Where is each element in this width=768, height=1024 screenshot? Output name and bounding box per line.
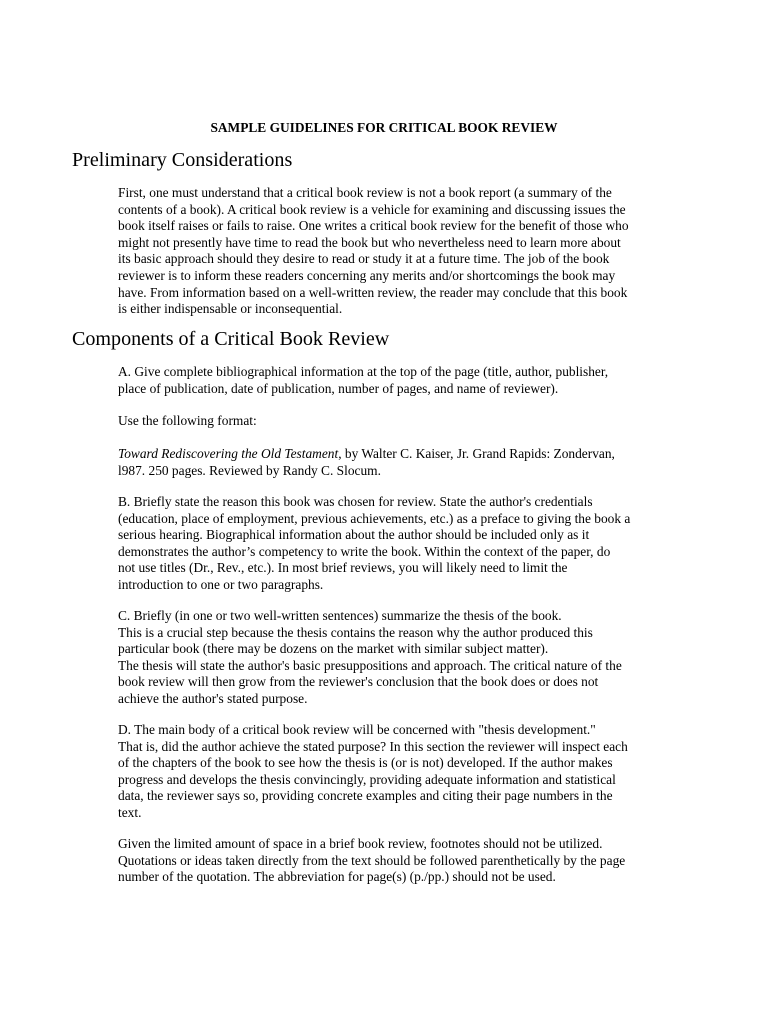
document-title: SAMPLE GUIDELINES FOR CRITICAL BOOK REVIEW [210, 120, 558, 135]
paragraph-line: B. Briefly state the reason this book was chosen for review. State the author's credentials [118, 494, 593, 509]
paragraph-b [118, 494, 702, 594]
paragraph-line: might not presently have time to read the book but who nevertheless need to learn more about [118, 234, 621, 250]
paragraph-line: place of publication, date of publication, number of pages, and name of reviewer). [118, 380, 559, 396]
paragraph-line: serious hearing. Biographical information about the author should be included only as it [118, 527, 590, 543]
paragraph-line: (education, place of employment, previous achievements, etc.) as a preface to giving the book a [118, 510, 631, 526]
paragraph-line: of the chapters of the book to see how the thesis is (or is not) developed. If the author makes [118, 755, 613, 771]
paragraph-line: have. From information based on a well-written review, the reader may conclude that this book [118, 284, 628, 300]
example-citation-rest: , by Walter C. Kaiser, Jr. Grand Rapids: Zondervan, [338, 446, 615, 461]
paragraph-line: text. [118, 804, 142, 820]
paragraph-line: l987. 250 pages. Reviewed by Randy C. Slocum. [118, 462, 381, 478]
paragraph-line: reviewer is to inform these readers concerning any merits and/or shortcomings the book may [118, 267, 616, 283]
heading-components: Components of a Critical Book Review [72, 328, 390, 350]
heading-preliminary-considerations: Preliminary Considerations [72, 149, 293, 171]
paragraph-line: book itself raises or fails to raise. One writes a critical book review for the benefit of those who [118, 218, 629, 234]
paragraph-e [118, 836, 702, 886]
paragraph-line: First, one must understand that a critical book review is not a book report (a summary of the [118, 185, 612, 200]
paragraph-line: is either indispensable or inconsequential. [118, 301, 343, 317]
paragraph-line: its basic approach should they desire to read or study it at a future time. The job of the book [118, 251, 610, 267]
paragraph-line: progress and develops the thesis convincingly, providing adequate information and statistical [118, 771, 616, 787]
paragraph-line: C. Briefly (in one or two well-written sentences) summarize the thesis of the book. [118, 608, 562, 623]
paragraph-preliminary [118, 185, 702, 318]
paragraph-line: particular book (there may be dozens on the market with similar subject matter). [118, 641, 549, 657]
paragraph-line: Use the following format: [118, 413, 257, 428]
paragraph-line: This is a crucial step because the thesis contains the reason why the author produced this [118, 624, 593, 640]
paragraph-line: Quotations or ideas taken directly from the text should be followed parenthetically by the page [118, 852, 626, 868]
example-book-title: Toward Rediscovering the Old Testament [118, 446, 339, 461]
paragraph-line: Given the limited amount of space in a brief book review, footnotes should not be utilized. [118, 836, 603, 851]
paragraph-line: book review will then grow from the reviewer's conclusion that the book does or does not [118, 674, 599, 690]
paragraph-c [118, 608, 702, 708]
paragraph-line: number of the quotation. The abbreviation for page(s) (p./pp.) should not be used. [118, 869, 556, 885]
use-format-line [118, 413, 702, 430]
paragraph-d [118, 722, 702, 822]
paragraph-line: That is, did the author achieve the stated purpose? In this section the reviewer will inspect each [118, 738, 628, 754]
paragraph-line: achieve the author's stated purpose. [118, 690, 308, 706]
paragraph-line: The thesis will state the author's basic presuppositions and approach. The critical nature of the [118, 657, 622, 673]
paragraph-a [118, 364, 702, 397]
paragraph-line: contents of a book). A critical book review is a vehicle for examining and discussing issues the [118, 201, 626, 217]
paragraph-line [118, 446, 702, 463]
paragraph-line: data, the reviewer says so, providing concrete examples and citing their page numbers in the [118, 788, 613, 804]
paragraph-line: demonstrates the author’s competency to write the book. Within the context of the paper, do [118, 543, 611, 559]
paragraph-line: A. Give complete bibliographical information at the top of the page (title, author, publisher, [118, 364, 609, 379]
paragraph-line: not use titles (Dr., Rev., etc.). In most brief reviews, you will likely need to limit the [118, 560, 568, 576]
paragraph-line: introduction to one or two paragraphs. [118, 576, 324, 592]
paragraph-line: D. The main body of a critical book review will be concerned with "thesis development." [118, 722, 596, 737]
bibliography-example [118, 446, 702, 479]
